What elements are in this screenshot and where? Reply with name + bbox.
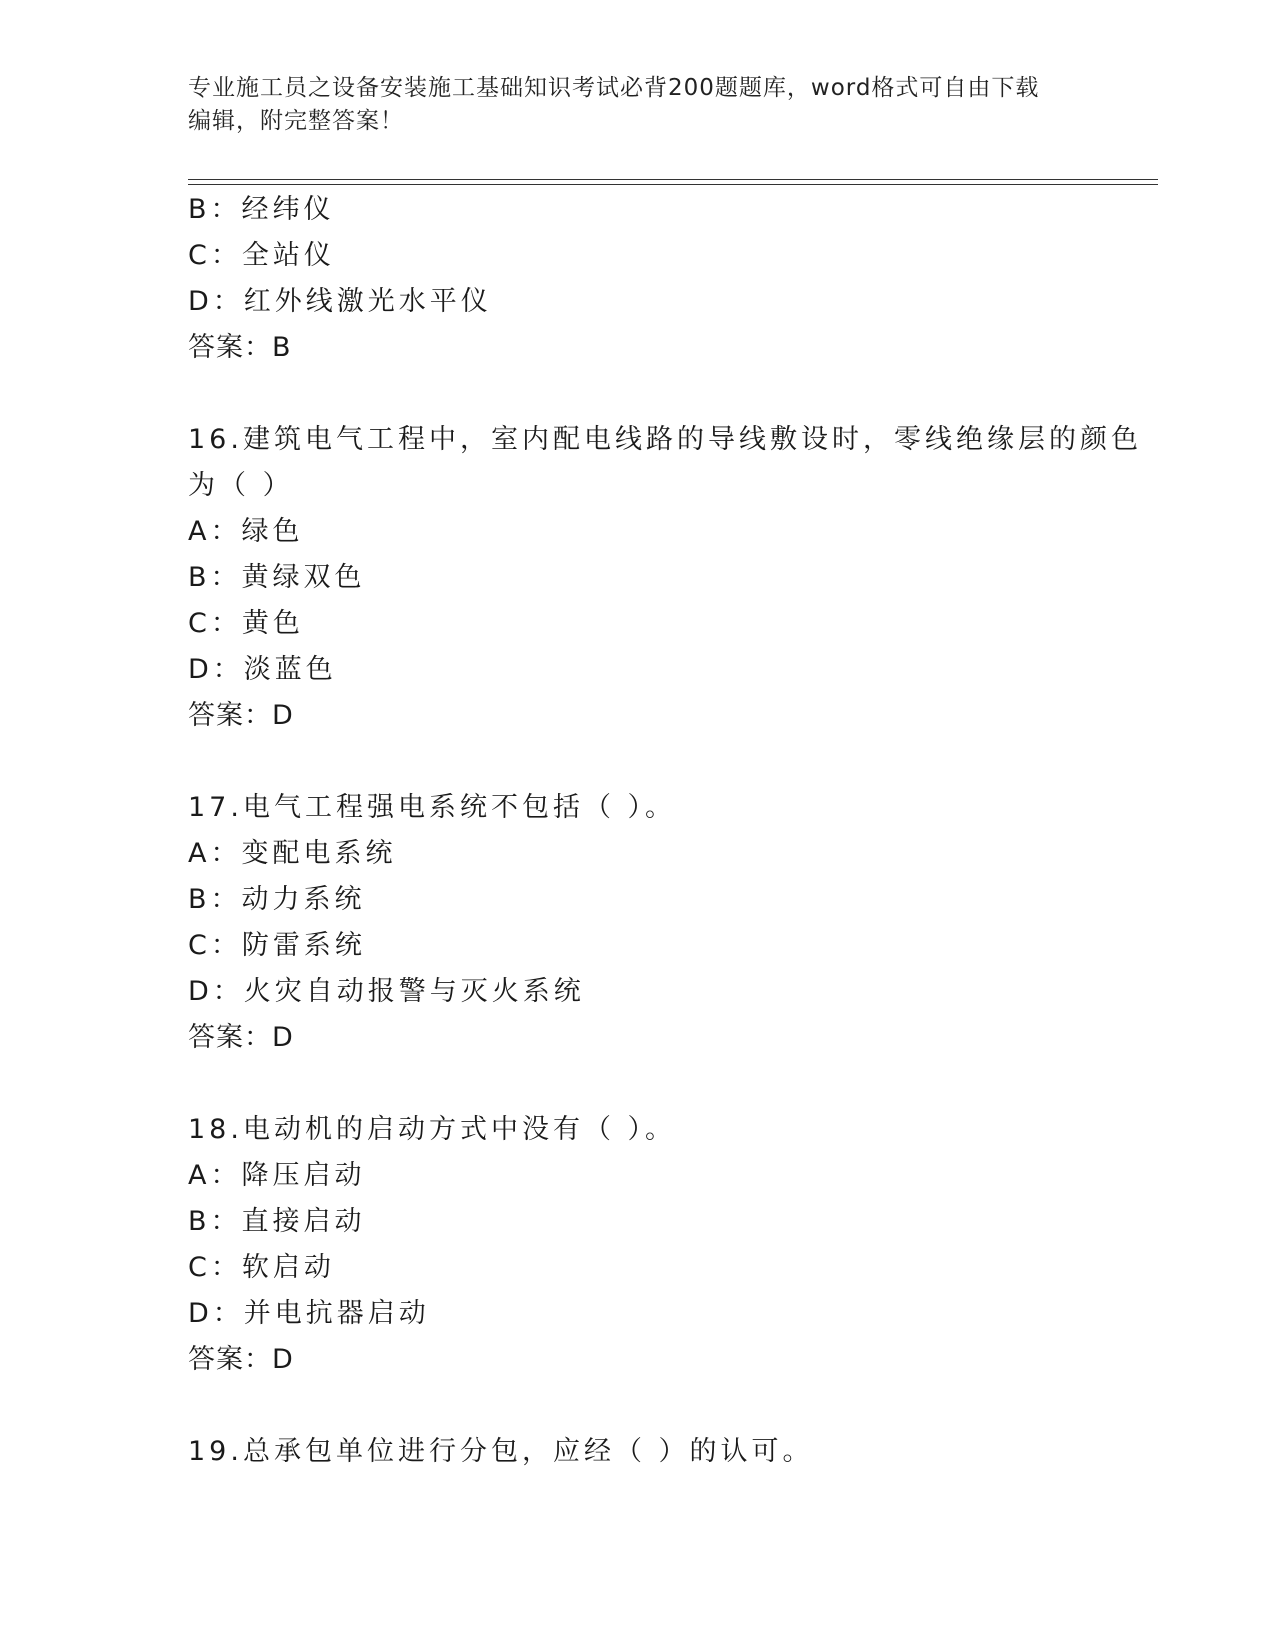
spacer xyxy=(188,371,1088,417)
option-d: D：火灾自动报警与灭火系统 xyxy=(188,976,585,1007)
option-b: B：黄绿双色 xyxy=(188,562,366,593)
question-block-19 xyxy=(188,1429,1088,1475)
spacer xyxy=(188,739,1088,785)
question-block-15 xyxy=(188,187,1088,371)
question-stem: 19.总承包单位进行分包，应经（ ）的认可。 xyxy=(188,1436,814,1467)
document-header xyxy=(188,72,1068,138)
option-c: C：防雷系统 xyxy=(188,930,366,961)
option-b: B：直接启动 xyxy=(188,1206,366,1237)
option-c: C：黄色 xyxy=(188,608,304,639)
option-d: D：并电抗器启动 xyxy=(188,1298,430,1329)
answer: 答案：D xyxy=(188,1022,294,1053)
question-block-18 xyxy=(188,1107,1088,1383)
option-d: D：红外线激光水平仪 xyxy=(188,286,492,317)
question-block-16 xyxy=(188,417,1142,739)
document-body xyxy=(188,187,1142,1475)
option-a: A：降压启动 xyxy=(188,1160,366,1191)
spacer xyxy=(188,1061,1088,1107)
question-block-17 xyxy=(188,785,1088,1061)
spacer xyxy=(188,1383,1088,1429)
option-c: C：全站仪 xyxy=(188,240,335,271)
header-line-1: 专业施工员之设备安装施工基础知识考试必背200题题库，word格式可自由下载 xyxy=(188,75,1040,101)
option-a: A：绿色 xyxy=(188,516,304,547)
option-c: C：软启动 xyxy=(188,1252,335,1283)
option-b: B：动力系统 xyxy=(188,884,366,915)
option-a: A：变配电系统 xyxy=(188,838,397,869)
answer: 答案：B xyxy=(188,332,292,363)
answer: 答案：D xyxy=(188,1344,294,1375)
header-line-2: 编辑，附完整答案！ xyxy=(188,108,404,134)
question-stem-continued: 为（ ） xyxy=(188,470,294,501)
option-d: D：淡蓝色 xyxy=(188,654,337,685)
question-stem: 17.电气工程强电系统不包括（ ）。 xyxy=(188,792,677,823)
option-b: B：经纬仪 xyxy=(188,194,335,225)
header-rule-bottom xyxy=(188,184,1158,185)
question-stem: 16.建筑电气工程中，室内配电线路的导线敷设时，零线绝缘层的颜色 xyxy=(188,424,1142,455)
answer: 答案：D xyxy=(188,700,294,731)
question-stem: 18.电动机的启动方式中没有（ ）。 xyxy=(188,1114,677,1145)
header-rule-top xyxy=(188,179,1158,180)
